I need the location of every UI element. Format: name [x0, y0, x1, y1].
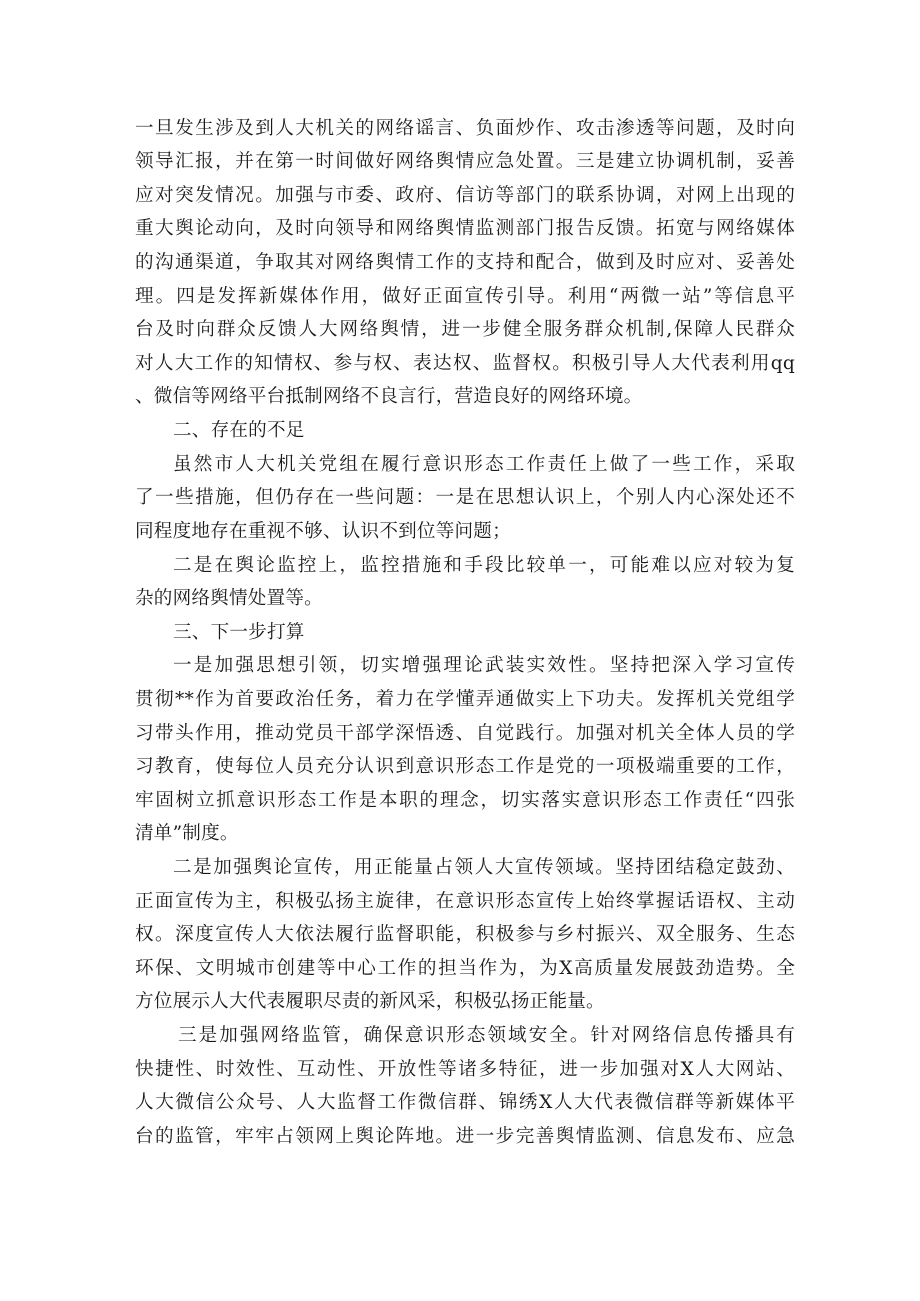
text-line: 了一些措施，但仍存在一些问题：一是在思想认识上，个别人内心深处还不 — [135, 487, 795, 508]
text-line: 一旦发生涉及到人大机关的网络谣言、负面炒作、攻击渗透等问题，及时向 — [135, 118, 795, 139]
text-line: 三是加强网络监管，确保意识形态领域安全。针对网络信息传播具有 — [178, 1025, 795, 1046]
text-line: 正面宣传为主，积极弘扬主旋律，在意识形态宣传上始终掌握话语权、主动 — [135, 891, 795, 912]
text-line: 同程度地存在重视不够、认识不到位等问题； — [135, 521, 511, 542]
section-heading: 二、存在的不足 — [173, 420, 305, 441]
text-line: 、微信等网络平台抵制网络不良言行，营造良好的网络环境。 — [135, 386, 643, 407]
text-line: 台的监管，牢牢占领网上舆论阵地。进一步完善舆情监测、信息发布、应急 — [135, 1126, 795, 1147]
text-line: 杂的网络舆情处置等。 — [135, 588, 323, 609]
text-line: 清单”制度。 — [135, 823, 239, 844]
section-heading: 三、下一步打算 — [173, 622, 305, 643]
text-line: 领导汇报，并在第一时间做好网络舆情应急处置。三是建立协调机制，妥善 — [135, 151, 795, 172]
text-line: 权。深度宣传人大依法履行监督职能，积极参与乡村振兴、双全服务、生态 — [135, 924, 795, 945]
text-line: 人大微信公众号、人大监督工作微信群、锦绣X人大代表微信群等新媒体平 — [135, 1092, 795, 1113]
text-line: 一是加强思想引领，切实增强理论武装实效性。坚持把深入学习宣传 — [173, 655, 795, 676]
text-line: 对人大工作的知情权、参与权、表达权、监督权。积极引导人大代表利用qq — [135, 353, 795, 374]
text-line: 二是在舆论监控上，监控措施和手段比较单一，可能难以应对较为复 — [173, 555, 795, 576]
text-line: 习教育，使每位人员充分认识到意识形态工作是党的一项极端重要的工作， — [135, 756, 795, 777]
text-line: 重大舆论动向，及时向领导和网络舆情监测部门报告反馈。拓宽与网络媒体 — [135, 218, 795, 239]
text-line: 环保、文明城市创建等中心工作的担当作为，为X高质量发展鼓劲造势。全 — [135, 958, 795, 979]
text-line: 方位展示人大代表履职尽责的新风采，积极弘扬正能量。 — [135, 991, 605, 1012]
text-line: 理。四是发挥新媒体作用，做好正面宣传引导。利用“两微一站”等信息平 — [135, 286, 795, 307]
text-line: 台及时向群众反馈人大网络舆情，进一步健全服务群众机制,保障人民群众 — [135, 319, 795, 340]
text-line: 习带头作用，推动党员干部学深悟透、自觉践行。加强对机关全体人员的学 — [135, 723, 795, 744]
text-line: 的沟通渠道，争取其对网络舆情工作的支持和配合，做到及时应对、妥善处 — [135, 252, 795, 273]
text-line: 应对突发情况。加强与市委、政府、信访等部门的联系协调，对网上出现的 — [135, 185, 795, 206]
text-line: 牢固树立抓意识形态工作是本职的理念，切实落实意识形态工作责任“四张 — [135, 790, 795, 811]
text-line: 二是加强舆论宣传，用正能量占领人大宣传领域。坚持团结稳定鼓劲、 — [173, 857, 795, 878]
text-line: 虽然市人大机关党组在履行意识形态工作责任上做了一些工作，采取 — [173, 454, 795, 475]
text-line: 贯彻**作为首要政治任务，着力在学懂弄通做实上下功夫。发挥机关党组学 — [135, 689, 795, 710]
text-line: 快捷性、时效性、互动性、开放性等诸多特征，进一步加强对X人大网站、 — [135, 1059, 795, 1080]
